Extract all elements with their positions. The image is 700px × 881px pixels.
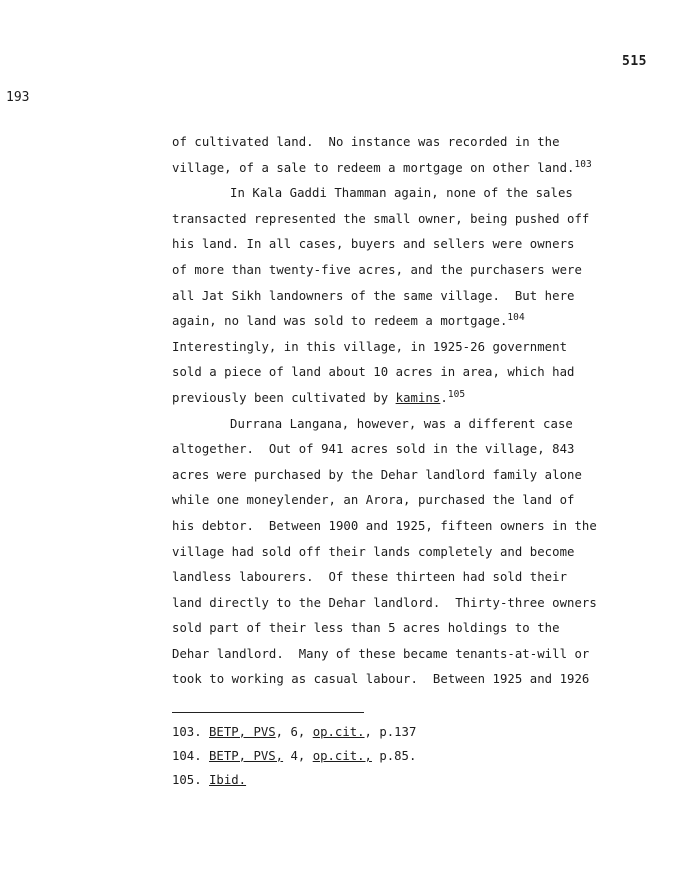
footnote-volume: , 6, <box>275 725 313 739</box>
text-line <box>172 335 642 361</box>
text-line <box>172 207 642 233</box>
footnote <box>172 744 612 768</box>
footnote-number: 105. <box>172 773 202 787</box>
underlined-term: kamins <box>395 390 441 405</box>
line-text: previously been cultivated by <box>172 390 396 405</box>
footnote-source: BETP, PVS <box>209 725 276 739</box>
footnote-source: BETP, PVS, <box>209 749 284 763</box>
footnote <box>172 768 612 792</box>
line-text: land directly to the Dehar landlord. Thirty-three owners <box>172 595 597 610</box>
line-text: sold part of their less than 5 acres holdings to the <box>172 621 560 636</box>
line-text: Durrana Langana, however, was a different case <box>230 416 573 431</box>
text-line <box>172 642 642 668</box>
footnote-page: p.85. <box>371 749 417 763</box>
line-text: altogether. Out of 941 acres sold in the village, 843 <box>172 442 575 457</box>
line-text: his land. In all cases, buyers and sellers were owners <box>172 237 575 252</box>
line-text: Interestingly, in this village, in 1925-26 government <box>172 339 568 354</box>
footnote-reference: 105 <box>447 388 466 400</box>
text-line <box>172 616 642 642</box>
line-text: In Kala Gaddi Thamman again, none of the sales <box>230 186 573 201</box>
line-text: transacted represented the small owner, being pushed off <box>172 211 590 226</box>
footnote-citation: op.cit. <box>312 725 365 739</box>
footnote <box>172 720 612 744</box>
text-line <box>172 258 642 284</box>
text-line <box>172 591 642 617</box>
text-line <box>172 437 642 463</box>
footnote-volume: 4, <box>283 749 313 763</box>
footnote-number: 104. <box>172 749 202 763</box>
line-text: of more than twenty-five acres, and the purchasers were <box>172 262 582 277</box>
footnote-source: Ibid. <box>209 773 247 787</box>
footnote-reference: 104 <box>507 312 525 324</box>
footnotes <box>172 720 612 792</box>
line-text: again, no land was sold to redeem a mortgage. <box>172 314 508 329</box>
body-text <box>172 130 642 693</box>
line-text: took to working as casual labour. Between 1925 and 1926 <box>172 672 590 687</box>
page-number: 515 <box>622 54 647 69</box>
footnote-page: , p.137 <box>364 725 417 739</box>
margin-number: 193 <box>6 90 30 105</box>
text-line <box>172 463 642 489</box>
footnote-citation: op.cit., <box>312 749 372 763</box>
text-line <box>172 514 642 540</box>
text-line <box>172 232 642 258</box>
line-text: landless labourers. Of these thirteen had sold their <box>172 570 568 585</box>
footnote-number: 103. <box>172 725 202 739</box>
text-line <box>172 284 642 310</box>
line-text: acres were purchased by the Dehar landlord family alone <box>172 467 582 482</box>
line-text: Dehar landlord. Many of these became tenants-at-will or <box>172 646 590 661</box>
text-line <box>172 360 642 386</box>
line-text: while one moneylender, an Arora, purchased the land of <box>172 493 575 508</box>
line-text: all Jat Sikh landowners of the same village. But here <box>172 288 575 303</box>
text-line <box>172 181 642 207</box>
footnote-reference: 103 <box>574 158 592 170</box>
text-line <box>172 412 642 438</box>
text-line <box>172 156 642 182</box>
line-text-tail: . <box>440 390 448 405</box>
line-text: village had sold off their lands completely and become <box>172 544 575 559</box>
footnote-rule <box>172 712 364 713</box>
text-line <box>172 540 642 566</box>
text-line <box>172 667 642 693</box>
line-text: of cultivated land. No instance was recorded in the <box>172 135 560 149</box>
line-text: village, of a sale to redeem a mortgage on other land. <box>172 160 575 175</box>
line-text: sold a piece of land about 10 acres in area, which had <box>172 365 575 380</box>
text-line <box>172 386 642 412</box>
text-line <box>172 565 642 591</box>
text-line <box>172 488 642 514</box>
text-line <box>172 309 642 335</box>
line-text: his debtor. Between 1900 and 1925, fifteen owners in the <box>172 518 597 533</box>
text-line <box>172 130 642 156</box>
